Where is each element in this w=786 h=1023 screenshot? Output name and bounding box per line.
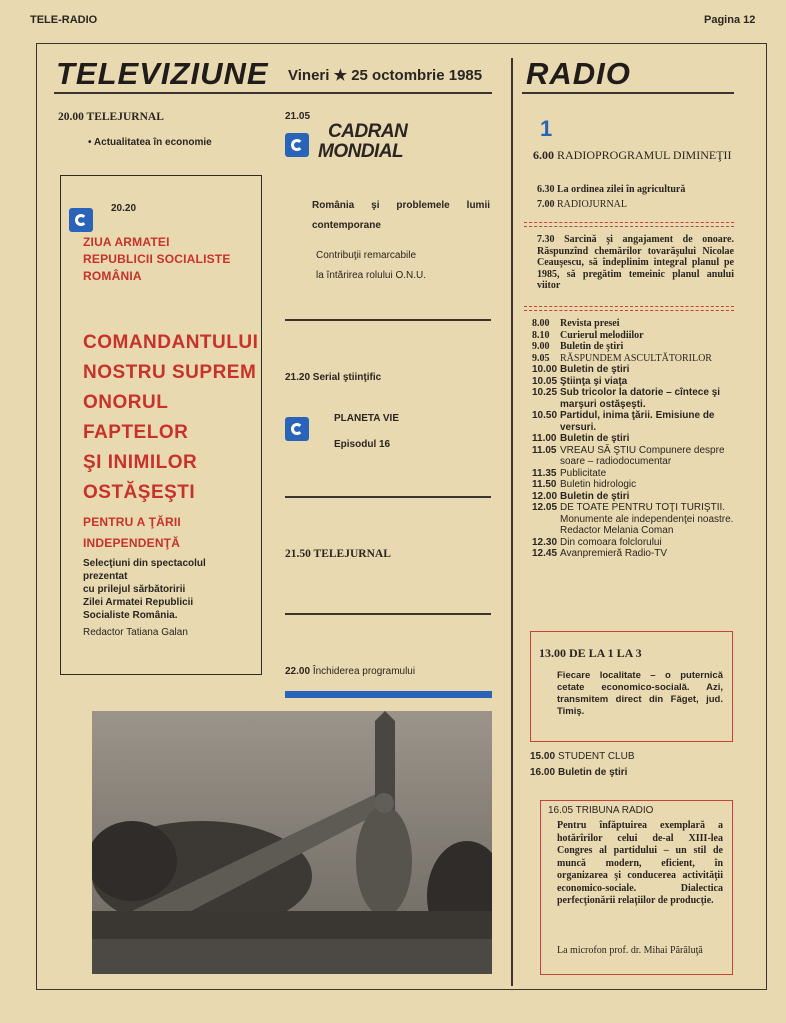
tv-divider-1	[285, 319, 491, 321]
radio-list-item: 12.05 DE TOATE PENTRU TOŢI TURIŞTII. Monumente ale independenţei noastre. Redactor Melania Coman	[532, 502, 734, 536]
tv-prog-3: 21.20 Serial ştiinţific	[285, 372, 382, 383]
tv-box-red2-line4: ŞI INIMILOR	[83, 452, 198, 473]
tv-prog-2-sub2-line2: la întărirea rolului O.N.U.	[316, 270, 427, 281]
tv-box-red2-line3: ONORUL FAPTELOR	[83, 392, 189, 443]
tv-prog-2-time: 21.05	[285, 111, 311, 122]
tv-prog-2-sub2-line1: Contribuţii remarcabile	[316, 250, 417, 261]
tv-box-red2-line1: COMANDANTULUI	[83, 332, 259, 353]
radio-list-item: 10.25 Sub tricolor la datorie – cîntece şi marşuri ostăşeşti.	[532, 387, 721, 410]
radio-box-1605-text: Pentru înfăptuirea exemplară a hotărîrilor celui de-al XIII-lea Congres al partidului – un stil de muncă modern, eficient, în organizarea şi conducerea activităţii economico-sociale. Dialectica perfecţionării relaţiilor de producţie.	[557, 820, 723, 906]
radio-channel-number: 1	[540, 116, 553, 141]
red-dashed-rule-4	[524, 310, 734, 311]
tv-prog-5-title: Închiderea programului	[312, 666, 416, 677]
radio-box-1300	[530, 631, 733, 742]
radio-item-730: 7.30 Sarcină şi angajament de onoare. Răspunzînd chemărilor tovarăşului Nicolae Ceauşescu, să îndeplinim integral planul pe 1985, să pregătim temeinic planul anului viitor	[537, 234, 734, 291]
blue-accent-bar	[285, 691, 492, 698]
radio-list-item: 12.00 Buletin de ştiri	[532, 490, 630, 502]
red-dashed-rule-2	[524, 226, 734, 227]
tv-prog-1	[58, 111, 164, 123]
channel-c-icon	[69, 208, 93, 232]
tv-date: Vineri ★ 25 octombrie 1985	[288, 67, 483, 84]
tv-box-desc-5: Socialiste România.	[83, 610, 178, 621]
tv-prog-4	[285, 548, 391, 560]
tv-divider-2	[285, 496, 491, 498]
tv-box-editor: Redactor Tatiana Galan	[83, 627, 188, 638]
radio-list-item: 12.30 Din comoara folclorului	[532, 536, 662, 548]
channel-c-icon	[285, 417, 309, 441]
tv-prog-4-time: 21.50	[285, 548, 311, 560]
tv-box-desc-3: cu prilejul sărbătoririi	[83, 584, 186, 595]
radio-list-item: 10.05 Ştiinţa şi viaţa	[532, 375, 628, 387]
radio-list-item: 11.50 Buletin hidrologic	[532, 479, 637, 490]
radio-list-item: 10.00 Buletin de ştiri	[532, 364, 630, 375]
cadran-logo-line2: MONDIAL	[318, 141, 404, 162]
tv-prog-2-sub1: România şi problemele lumii contemporane	[312, 200, 490, 231]
radio-title: RADIO	[526, 56, 631, 91]
tv-feature-box	[60, 175, 262, 675]
tv-box-red3-line1: PENTRU A ŢĂRII	[83, 515, 181, 529]
radio-item-600-text: RADIOPROGRAMUL DIMINEŢII	[557, 148, 732, 162]
radio-list-item: 12.45 Avanpremieră Radio-TV	[532, 548, 668, 559]
cadran-logo-line1: CADRAN	[328, 121, 408, 142]
radio-list-morning	[532, 318, 736, 560]
radio-item-700-text: RADIOJURNAL	[557, 199, 627, 210]
tv-box-red2-line2: NOSTRU SUPREM	[83, 362, 257, 383]
tv-divider-3	[285, 613, 491, 615]
tv-title-rule	[54, 92, 492, 94]
radio-box-1605-credit: La microfon prof. dr. Mihai Părăluţă	[557, 945, 703, 956]
radio-item-630-text: La ordinea zilei în agricultură	[557, 184, 686, 195]
radio-item-700	[537, 199, 737, 211]
tv-prog-1-sub: • Actualitatea în economie	[88, 137, 212, 148]
red-dashed-rule-3	[524, 306, 734, 307]
tv-prog-1-title: TELEJURNAL	[86, 111, 164, 123]
monument-photo	[92, 711, 492, 974]
tv-prog-1-time: 20.00	[58, 111, 84, 123]
tv-box-desc-2: prezentat	[83, 571, 128, 582]
tv-prog-4-title: TELEJURNAL	[313, 548, 391, 560]
channel-c-icon	[285, 133, 309, 157]
radio-list-item: 9.00 Buletin de ştiri	[532, 341, 624, 352]
column-divider	[511, 58, 513, 986]
tv-box-time: 20.20	[111, 203, 137, 214]
monument-photo-image	[92, 711, 492, 974]
tv-prog-3-episode: Episodul 16	[334, 439, 391, 450]
radio-box-1300-title: 13.00 DE LA 1 LA 3	[539, 646, 642, 660]
radio-box-1300-text: Fiecare localitate – o puternică cetate economico-socială. Azi, transmitem direct din Făget, jud. Timiş.	[557, 670, 723, 717]
red-dashed-rule-1	[524, 222, 734, 223]
radio-item-600-time: 6.00	[533, 148, 554, 162]
tv-box-red2-line5: OSTĂŞEŞTI	[83, 482, 196, 503]
radio-list-item: 16.00 Buletin de ştiri	[530, 767, 628, 778]
page-number: Pagina 12	[704, 14, 756, 26]
radio-list-item: 11.00 Buletin de ştiri	[532, 433, 630, 444]
tv-box-desc-4: Zilei Armatei Republicii	[83, 597, 194, 608]
radio-box-1605-title: 16.05 TRIBUNA RADIO	[548, 805, 654, 816]
radio-list-item: 8.00 Revista presei	[532, 318, 620, 329]
tv-box-red1-line1: ZIUA ARMATEI	[83, 235, 170, 249]
tv-box-desc-1: Selecţiuni din spectacolul	[83, 558, 206, 569]
radio-item-700-time: 7.00	[537, 199, 555, 210]
tv-box-red3-line2: INDEPENDENŢĂ	[83, 536, 181, 550]
radio-item-600	[533, 149, 733, 162]
radio-item-630-time: 6.30	[537, 184, 555, 195]
radio-item-630	[537, 184, 737, 196]
tv-prog-5-time: 22.00	[285, 666, 311, 677]
radio-list-item: 15.00 STUDENT CLUB	[530, 751, 635, 762]
radio-list-item: 11.35 Publicitate	[532, 467, 607, 479]
radio-title-rule	[522, 92, 734, 94]
tv-prog-5	[285, 666, 415, 677]
tv-title: TELEVIZIUNE	[56, 56, 269, 91]
radio-list-item: 9.05 RĂSPUNDEM ASCULTĂTORILOR	[532, 352, 712, 364]
tv-box-red1-line2: REPUBLICII SOCIALISTE	[83, 252, 231, 266]
radio-box-1605	[540, 800, 733, 975]
radio-list-item: 11.05 VREAU SĂ ŞTIU Compunere despre soare – radiodocumentar	[532, 444, 725, 467]
page-header-left: TELE-RADIO	[30, 14, 98, 26]
radio-list-item: 10.50 Partidul, inima ţării. Emisiune de versuri.	[532, 410, 715, 433]
tv-box-red1-line3: ROMÂNIA	[83, 269, 142, 283]
tv-prog-3-title: PLANETA VIE	[334, 413, 400, 424]
radio-list-item: 8.10 Curierul melodiilor	[532, 329, 644, 341]
